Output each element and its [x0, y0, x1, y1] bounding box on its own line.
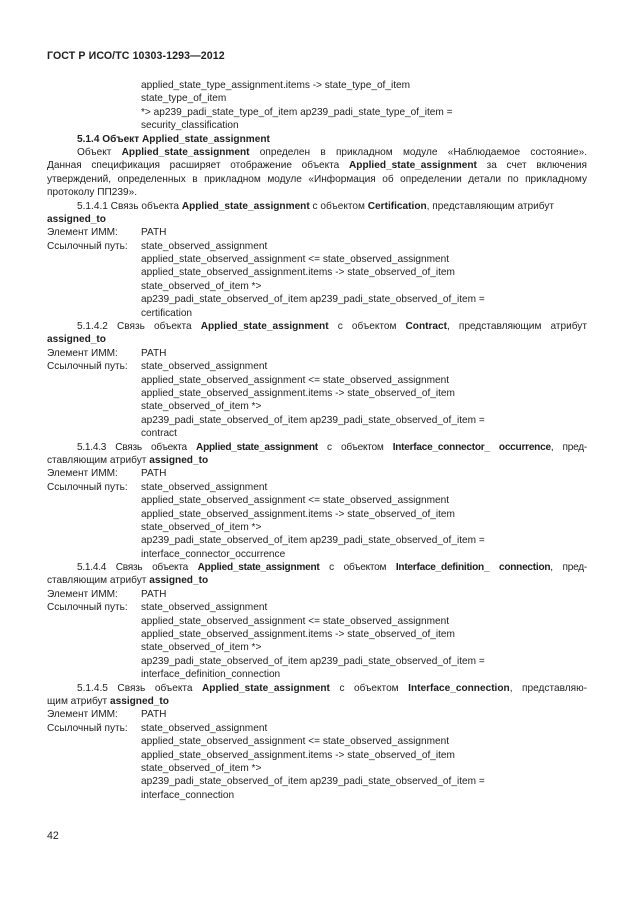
subsection-heading-cont: ставляющим атрибут assigned_to	[47, 454, 209, 466]
document-header: ГОСТ Р ИСО/ТС 10303-1293—2012	[47, 50, 225, 62]
subsection-heading-cont: щим атрибут assigned_to	[47, 695, 169, 707]
path-line: applied_state_observed_assignment.items -> state_observed_of_item	[141, 508, 455, 520]
subsection-heading: 5.1.4.3 Связь объекта Applied_state_assignment с объектом Interface_connector_ occurrence, пред-	[77, 441, 587, 453]
path-line: interface_connection	[141, 789, 235, 801]
ref-row: Ссылочный путь: state_observed_assignment	[47, 602, 268, 614]
element-row: Элемент ИММ: PATH	[47, 468, 167, 480]
path-line: ap239_padi_state_observed_of_item ap239_padi_state_observed_of_item =	[141, 535, 485, 547]
intro-line: applied_state_type_assignment.items -> state_type_of_item	[141, 80, 411, 91]
ref-row: Ссылочный путь: state_observed_assignment	[47, 240, 268, 252]
path-line: applied_state_observed_assignment.items -> state_observed_of_item	[141, 267, 455, 279]
path-line: applied_state_observed_assignment.items -> state_observed_of_item	[141, 387, 455, 399]
path-line: applied_state_observed_assignment <= state_observed_assignment	[141, 736, 450, 748]
page-number: 42	[47, 830, 59, 842]
subsection-heading: 5.1.4.4 Связь объекта Applied_state_assignment с объектом Interface_definition_ connection, пред-	[77, 562, 587, 574]
subsection-heading: 5.1.4.5 Связь объекта Applied_state_assignment с объектом Interface_connection, представляю-	[77, 682, 587, 694]
subsection-heading-cont: assigned_to	[47, 334, 106, 346]
path-line: state_observed_of_item *>	[141, 762, 262, 774]
path-line: ap239_padi_state_observed_of_item ap239_padi_state_observed_of_item =	[141, 414, 485, 426]
element-row: Элемент ИММ: PATH	[47, 347, 167, 359]
page-content	[47, 79, 587, 802]
path-line: applied_state_observed_assignment <= state_observed_assignment	[141, 495, 450, 507]
ref-row: Ссылочный путь: state_observed_assignment	[47, 361, 268, 373]
path-line: applied_state_observed_assignment.items -> state_observed_of_item	[141, 749, 455, 761]
section-heading: 5.1.4 Объект Applied_state_assignment	[77, 133, 270, 145]
element-row: Элемент ИММ: PATH	[47, 588, 167, 600]
intro-line: *> ap239_padi_state_type_of_item ap239_padi_state_type_of_item =	[141, 106, 453, 118]
element-row: Элемент ИММ: PATH	[47, 227, 167, 239]
section-paragraph: протоколу ПП239».	[47, 187, 138, 199]
path-line: interface_connector_occurrence	[141, 548, 286, 560]
section-paragraph: утверждений, определенных в прикладном модуле «Информация об определении детали по прикладному	[47, 173, 587, 185]
path-line: ap239_padi_state_observed_of_item ap239_padi_state_observed_of_item =	[141, 655, 485, 667]
section-paragraph: Объект Applied_state_assignment определен в прикладном модуле «Наблюдаемое состояние».	[77, 146, 587, 158]
path-line: state_observed_of_item *>	[141, 642, 262, 654]
section-paragraph: Данная спецификация расширяет отображение объекта Applied_state_assignment за счет включения	[47, 160, 587, 172]
ref-row: Ссылочный путь: state_observed_assignment	[47, 722, 268, 734]
path-line: interface_definition_connection	[141, 669, 281, 681]
subsection-heading-cont: ставляющим атрибут assigned_to	[47, 575, 209, 587]
ref-row: Ссылочный путь: state_observed_assignment	[47, 481, 268, 493]
intro-line: state_type_of_item	[141, 93, 227, 105]
path-line: ap239_padi_state_observed_of_item ap239_padi_state_observed_of_item =	[141, 294, 485, 306]
path-line: state_observed_of_item *>	[141, 280, 262, 292]
path-line: state_observed_of_item *>	[141, 401, 262, 413]
path-line: applied_state_observed_assignment <= state_observed_assignment	[141, 254, 450, 266]
intro-line: security_classification	[141, 120, 239, 132]
path-line: certification	[141, 307, 193, 319]
path-line: applied_state_observed_assignment <= state_observed_assignment	[141, 374, 450, 386]
element-row: Элемент ИММ: PATH	[47, 709, 167, 721]
subsection-heading-cont: assigned_to	[47, 213, 106, 225]
path-line: applied_state_observed_assignment <= state_observed_assignment	[141, 615, 450, 627]
path-line: state_observed_of_item *>	[141, 521, 262, 533]
path-line: applied_state_observed_assignment.items -> state_observed_of_item	[141, 629, 455, 641]
path-line: contract	[141, 428, 177, 440]
path-line: ap239_padi_state_observed_of_item ap239_padi_state_observed_of_item =	[141, 776, 485, 788]
subsection-heading: 5.1.4.1 Связь объекта Applied_state_assignment с объектом Certification, представляющим атрибут	[77, 200, 555, 212]
subsection-heading: 5.1.4.2 Связь объекта Applied_state_assignment с объектом Contract, представляющим атрибут	[77, 321, 587, 333]
